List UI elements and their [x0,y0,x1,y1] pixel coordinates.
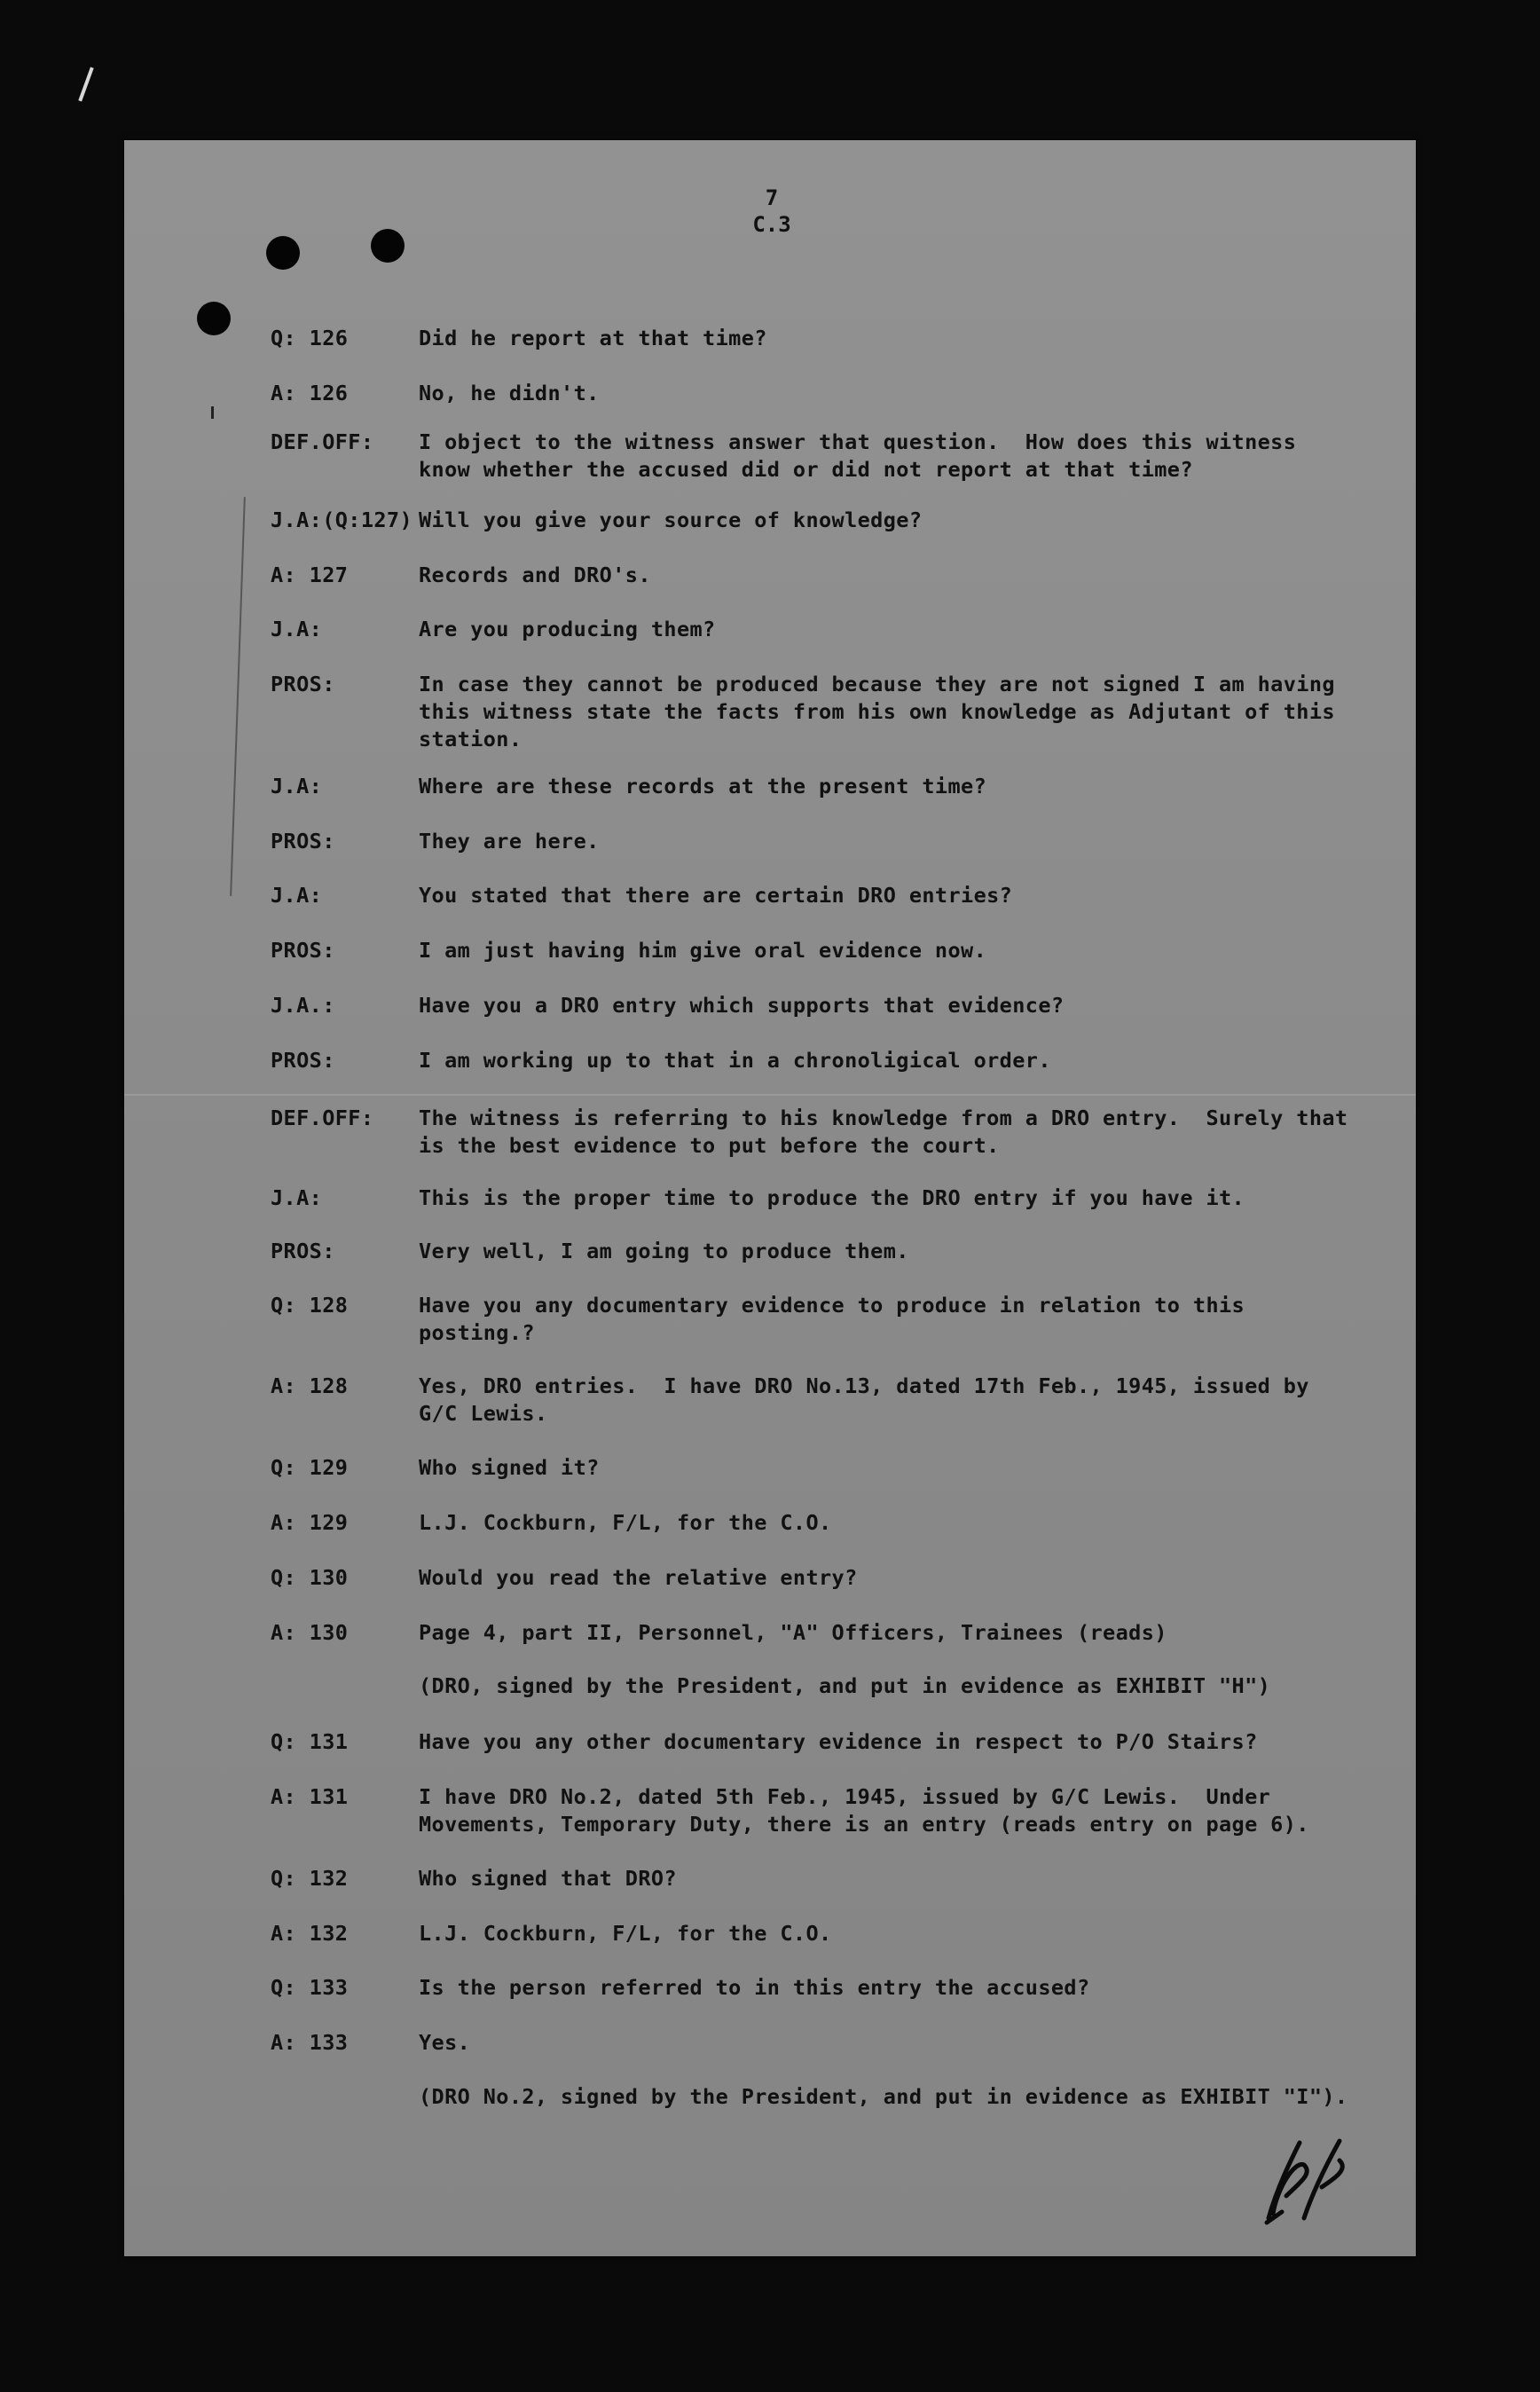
speaker-label: A: 128 [271,1373,349,1398]
speaker-label: A: 132 [271,1921,349,1946]
line-text: I am just having him give oral evidence now. [419,938,987,963]
line-text: Have you a DRO entry which supports that evidence? [419,993,1065,1018]
line-text: I have DRO No.2, dated 5th Feb., 1945, issued by G/C Lewis. Under Movements, Temporary Duty, there is an entry (reads entry on page 6). [419,1784,1309,1837]
speaker-label: DEF.OFF: [271,1106,374,1130]
line-text: Have you any other documentary evidence in respect to P/O Stairs? [419,1729,1258,1754]
document-page [124,140,1416,2256]
line-text: L.J. Cockburn, F/L, for the C.O. [419,1510,832,1535]
margin-pencil-line [230,497,246,896]
line-text: You stated that there are certain DRO entries? [419,883,1013,908]
margin-tick [211,406,214,419]
speaker-label: DEF.OFF: [271,429,374,454]
speaker-label: Q: 128 [271,1293,349,1318]
page-header [736,185,807,238]
speaker-label: A: 129 [271,1510,349,1535]
speaker-label: PROS: [271,672,335,696]
speaker-label: Q: 129 [271,1455,349,1480]
speaker-label: PROS: [271,1239,335,1263]
line-text: Who signed it? [419,1455,600,1480]
line-text: (DRO No.2, signed by the President, and put in evidence as EXHIBIT "I"). [419,2084,1348,2109]
speaker-label: PROS: [271,1048,335,1073]
punch-hole [266,236,300,270]
line-text: Yes. [419,2030,471,2055]
line-text: Who signed that DRO? [419,1866,677,1891]
line-text: Where are these records at the present time? [419,774,987,799]
line-text: No, he didn't. [419,381,600,405]
speaker-label: J.A.: [271,993,335,1018]
handwritten-initials [1251,2134,1366,2231]
speaker-label: A: 130 [271,1620,349,1645]
speaker-label: J.A: [271,1185,323,1210]
line-text: This is the proper time to produce the DRO entry if you have it. [419,1185,1245,1210]
speaker-label: Q: 126 [271,326,349,350]
speaker-label: J.A:(Q:127) [271,508,413,532]
speaker-label: Q: 131 [271,1729,349,1754]
speaker-label: J.A: [271,883,323,908]
page-ref: C.3 [752,212,791,237]
line-text: Page 4, part II, Personnel, "A" Officers, Trainees (reads) [419,1620,1167,1645]
line-text: Is the person referred to in this entry the accused? [419,1975,1090,2000]
line-text: (DRO, signed by the President, and put in evidence as EXHIBIT "H") [419,1673,1271,1698]
speaker-label: A: 126 [271,381,349,405]
pen-mark [78,67,93,102]
speaker-label: Q: 133 [271,1975,349,2000]
speaker-label: PROS: [271,829,335,854]
line-text: The witness is referring to his knowledge from a DRO entry. Surely that is the best evidence to put before the court. [419,1106,1362,1158]
line-text: L.J. Cockburn, F/L, for the C.O. [419,1921,832,1946]
speaker-label: A: 131 [271,1784,349,1809]
fold-line [124,1094,1416,1096]
line-text: Records and DRO's. [419,563,651,587]
punch-hole [371,229,405,263]
page-number: 7 [765,185,779,210]
speaker-label: J.A: [271,617,323,641]
speaker-label: Q: 130 [271,1565,349,1590]
line-text: Yes, DRO entries. I have DRO No.13, dated 17th Feb., 1945, issued by G/C Lewis. [419,1373,1323,1426]
line-text: Have you any documentary evidence to produce in relation to this posting.? [419,1293,1258,1345]
line-text: Are you producing them? [419,617,716,641]
speaker-label: PROS: [271,938,335,963]
line-text: I am working up to that in a chronoligical order. [419,1048,1051,1073]
line-text: Did he report at that time? [419,326,767,350]
line-text: In case they cannot be produced because they are not signed I am having this witness state the facts from his own knowledge as Adjutant of this station. [419,672,1348,751]
line-text: They are here. [419,829,600,854]
line-text: Will you give your source of knowledge? [419,508,923,532]
speaker-label: Q: 132 [271,1866,349,1891]
speaker-label: J.A: [271,774,323,799]
speaker-label: A: 133 [271,2030,349,2055]
line-text: Very well, I am going to produce them. [419,1239,909,1263]
line-text: Would you read the relative entry? [419,1565,858,1590]
line-text: I object to the witness answer that question. How does this witness know whether the accused did or did not report at that time? [419,429,1309,482]
speaker-label: A: 127 [271,563,349,587]
punch-hole [197,302,231,335]
